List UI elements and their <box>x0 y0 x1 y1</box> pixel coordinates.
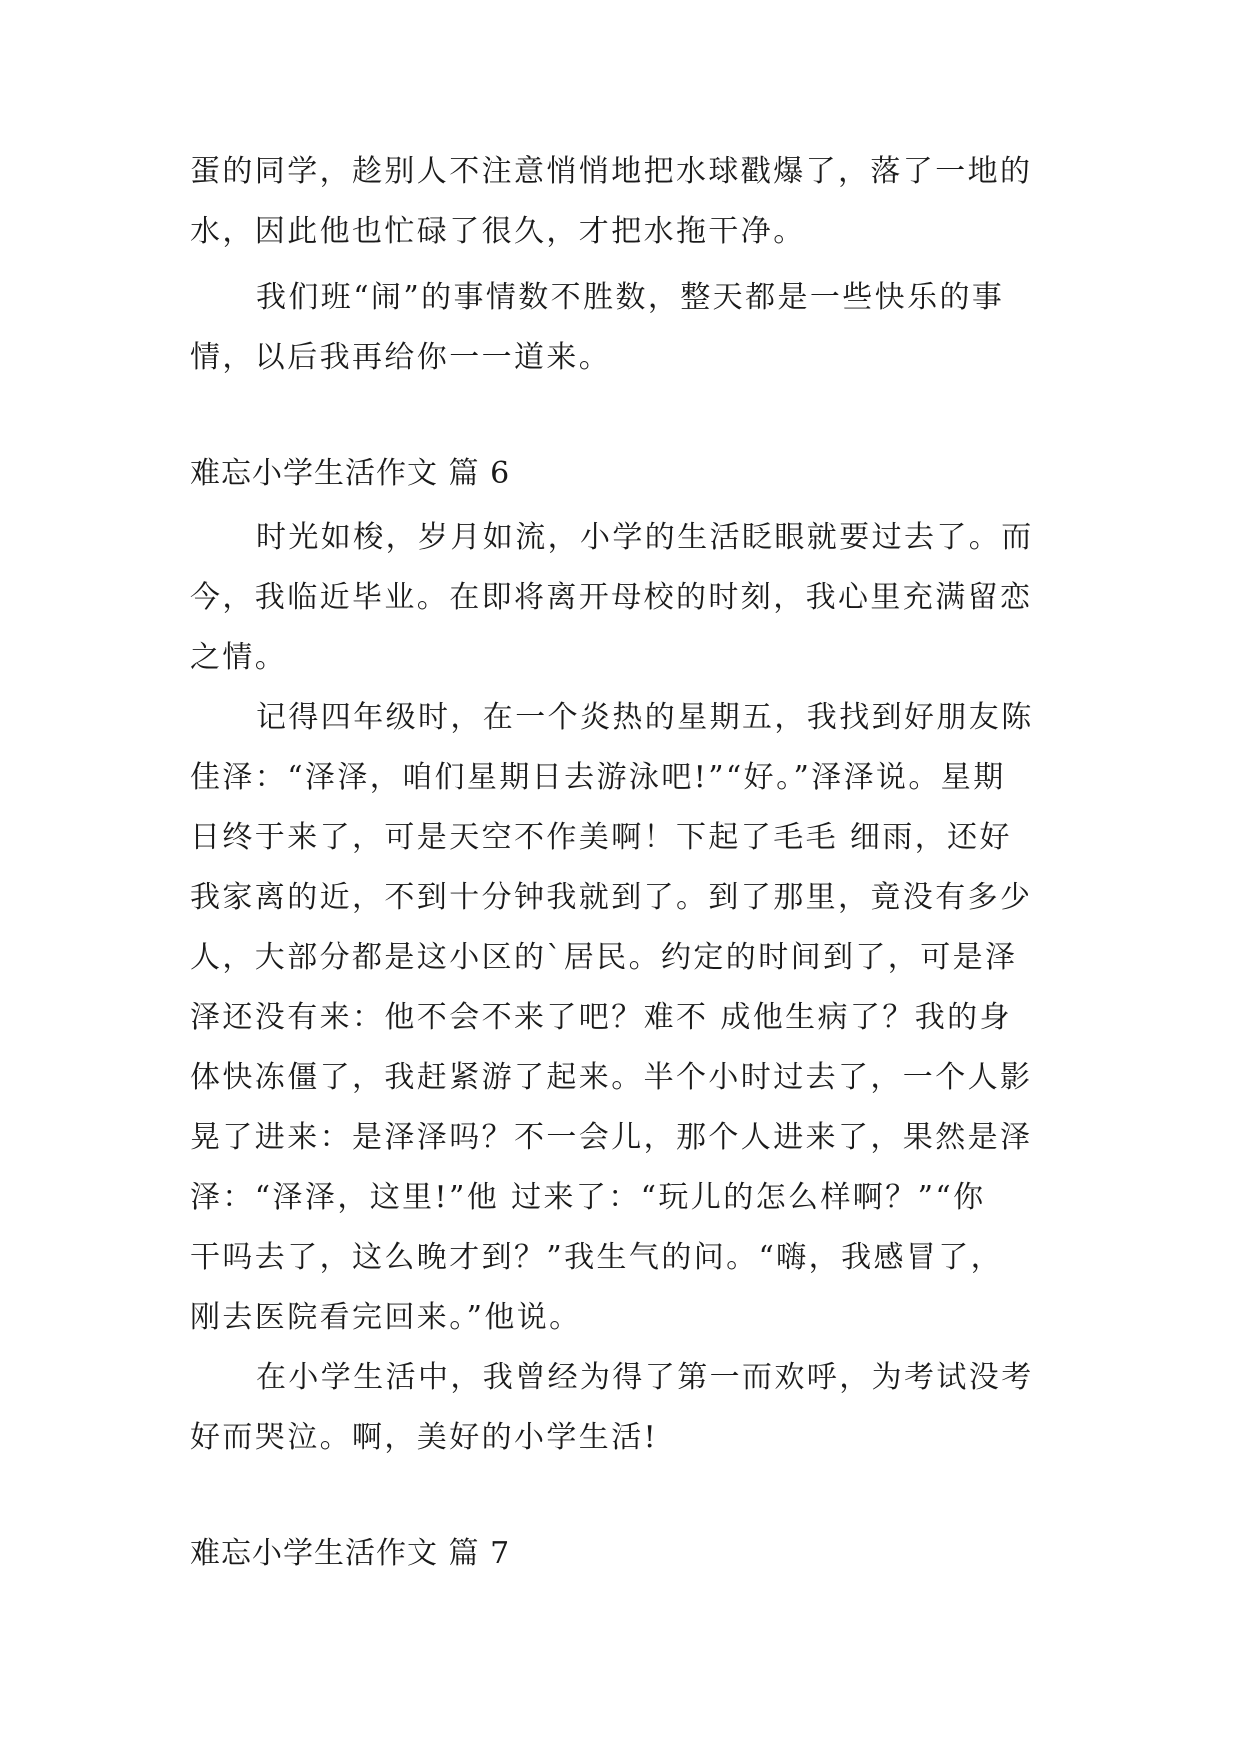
paragraph-first-line: 时光如梭，岁月如流，小学的生活眨眼就要过去了。而 <box>256 520 1034 555</box>
text-line: 之情。 <box>190 640 288 675</box>
paragraph-first-line: 记得四年级时，在一个炎热的星期五，我找到好朋友陈 <box>256 700 1034 735</box>
text-line: 干吗去了，这么晚才到？”我生气的问。“嗨，我感冒了， <box>190 1240 1004 1275</box>
text-line: 体快冻僵了，我赶紧游了起来。半个小时过去了，一个人影 <box>190 1060 1033 1095</box>
section-heading: 难忘小学生活作文 篇 7 <box>190 1536 511 1571</box>
text-line: 我家离的近，不到十分钟我就到了。到了那里，竟没有多少 <box>190 880 1033 915</box>
text-line: 日终于来了，可是天空不作美啊！下起了毛毛 细雨，还好 <box>190 820 1012 855</box>
text-line: 好而哭泣。啊，美好的小学生活! <box>190 1420 659 1455</box>
text-line: 泽还没有来：他不会不来了吧？难不 成他生病了？我的身 <box>190 1000 1012 1035</box>
text-line: 水，因此他也忙碌了很久，才把水拖干净。 <box>190 214 806 249</box>
text-line: 蛋的同学，趁别人不注意悄悄地把水球戳爆了，落了一地的 <box>190 154 1033 189</box>
text-line: 晃了进来：是泽泽吗？不一会儿，那个人进来了，果然是泽 <box>190 1120 1033 1155</box>
paragraph-first-line: 在小学生活中，我曾经为得了第一而欢呼，为考试没考 <box>256 1360 1034 1395</box>
text-line: 佳泽：“泽泽，咱们星期日去游泳吧!”“好。”泽泽说。星期 <box>190 760 1006 795</box>
section-heading: 难忘小学生活作文 篇 6 <box>190 456 511 491</box>
text-line: 今，我临近毕业。在即将离开母校的时刻，我心里充满留恋 <box>190 580 1033 615</box>
text-line: 刚去医院看完回来。”他说。 <box>190 1300 582 1335</box>
text-line: 泽：“泽泽，这里!”他 过来了：“玩儿的怎么样啊？”“你 <box>190 1180 986 1215</box>
text-line: 人，大部分都是这小区的`居民。约定的时间到了，可是泽 <box>190 940 1018 975</box>
paragraph-first-line: 我们班“闹”的事情数不胜数，整天都是一些快乐的事 <box>256 280 1005 315</box>
text-line: 情，以后我再给你一一道来。 <box>190 340 612 375</box>
